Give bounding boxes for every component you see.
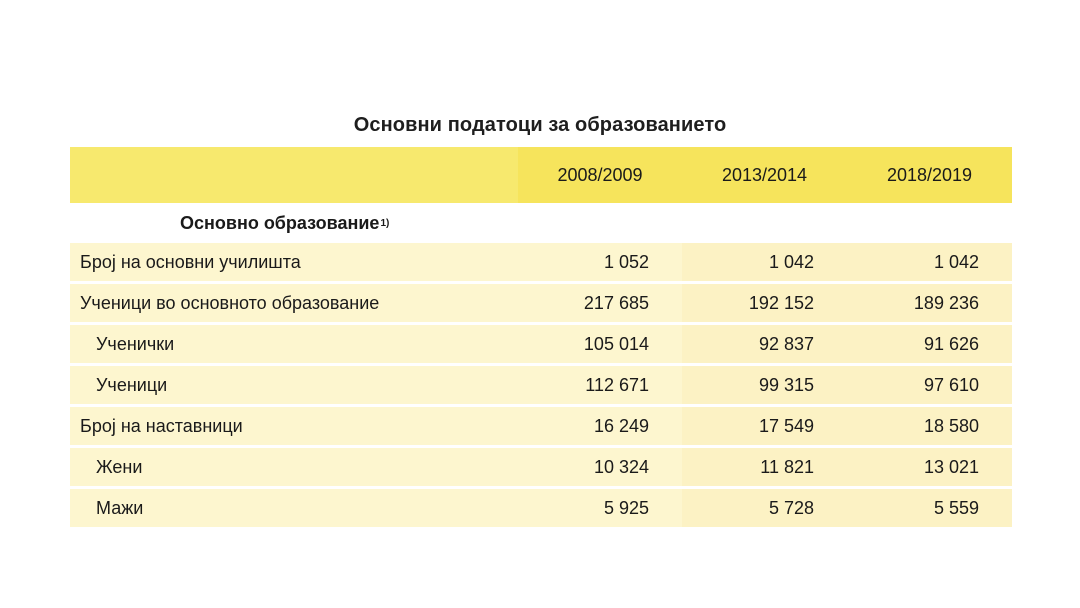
table-title: Основни податоци за образованието bbox=[353, 114, 727, 136]
table-header-row bbox=[70, 147, 1012, 203]
row-label: Ученици bbox=[70, 366, 518, 404]
table-row bbox=[70, 366, 1012, 404]
row-label: Ученички bbox=[70, 325, 518, 363]
row-value-2008-2009: 217 685 bbox=[518, 284, 682, 322]
row-value-2013-2014: 11 821 bbox=[682, 448, 847, 486]
table-row bbox=[70, 325, 1012, 363]
row-value-2008-2009: 16 249 bbox=[518, 407, 682, 445]
row-value-2013-2014: 17 549 bbox=[682, 407, 847, 445]
row-value-2018-2019: 97 610 bbox=[847, 366, 1012, 404]
table-row bbox=[70, 243, 1012, 281]
row-value-2018-2019: 91 626 bbox=[847, 325, 1012, 363]
row-value-2013-2014: 5 728 bbox=[682, 489, 847, 527]
row-label: Број на наставници bbox=[70, 407, 518, 445]
table-row bbox=[70, 489, 1012, 527]
row-label: Број на основни училишта bbox=[70, 243, 518, 281]
header-label-cell bbox=[70, 147, 518, 203]
section-title-text: Основно образование bbox=[180, 212, 380, 233]
row-label: Мажи bbox=[70, 489, 518, 527]
education-data-table bbox=[70, 147, 1012, 530]
row-value-2008-2009: 112 671 bbox=[518, 366, 682, 404]
header-year-2018-2019: 2018/2019 bbox=[847, 147, 1012, 203]
row-label: Ученици во основното образование bbox=[70, 284, 518, 322]
section-row bbox=[70, 203, 1012, 243]
row-value-2008-2009: 105 014 bbox=[518, 325, 682, 363]
row-value-2018-2019: 18 580 bbox=[847, 407, 1012, 445]
row-value-2018-2019: 5 559 bbox=[847, 489, 1012, 527]
row-value-2008-2009: 1 052 bbox=[518, 243, 682, 281]
table-row bbox=[70, 284, 1012, 322]
row-value-2018-2019: 189 236 bbox=[847, 284, 1012, 322]
section-title bbox=[70, 203, 389, 243]
row-value-2013-2014: 1 042 bbox=[682, 243, 847, 281]
row-value-2013-2014: 92 837 bbox=[682, 325, 847, 363]
table-row bbox=[70, 407, 1012, 445]
header-year-2008-2009: 2008/2009 bbox=[518, 147, 682, 203]
row-value-2013-2014: 99 315 bbox=[682, 366, 847, 404]
row-value-2018-2019: 1 042 bbox=[847, 243, 1012, 281]
header-year-2013-2014: 2013/2014 bbox=[682, 147, 847, 203]
row-value-2008-2009: 5 925 bbox=[518, 489, 682, 527]
row-value-2013-2014: 192 152 bbox=[682, 284, 847, 322]
row-label: Жени bbox=[70, 448, 518, 486]
table-row bbox=[70, 448, 1012, 486]
row-value-2008-2009: 10 324 bbox=[518, 448, 682, 486]
row-value-2018-2019: 13 021 bbox=[847, 448, 1012, 486]
section-footnote-mark: 1) bbox=[380, 217, 390, 229]
